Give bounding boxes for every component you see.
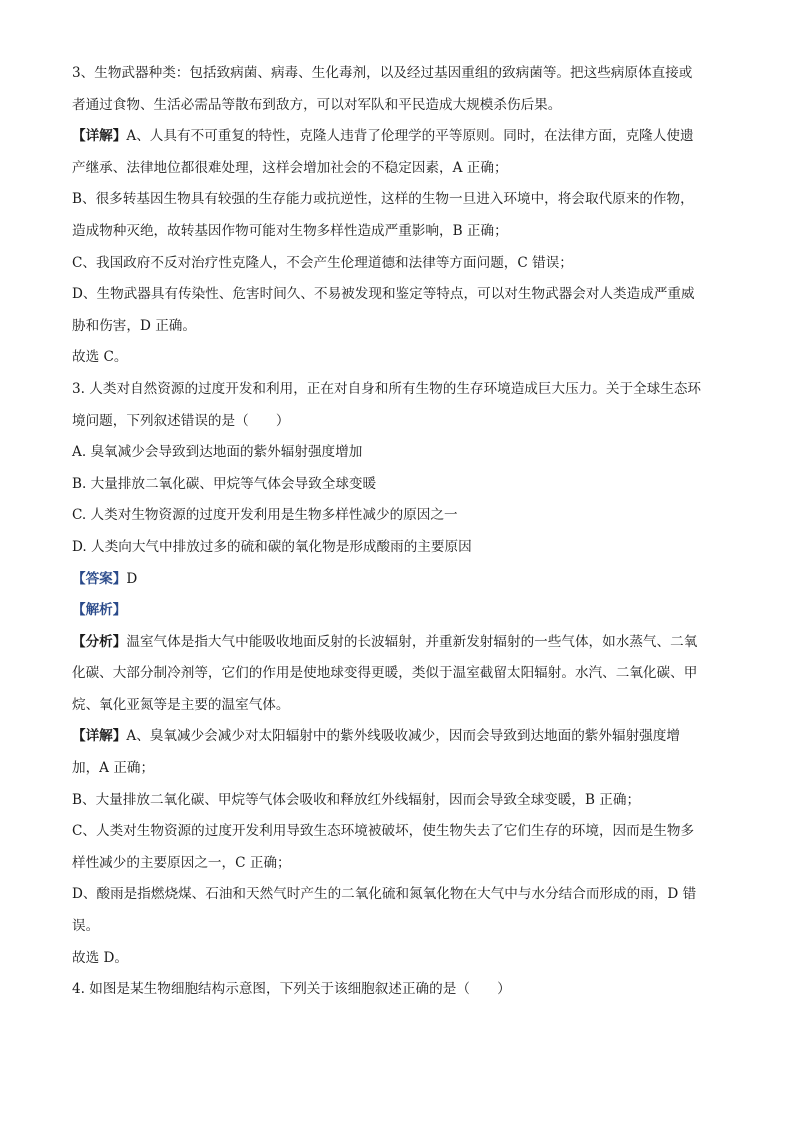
analysis-line (72, 595, 722, 627)
text-line: 【详解】A、臭氧减少会减少对太阳辐射中的紫外线吸收减少，因而会导致到达地面的紫外辐射强度增 (72, 728, 680, 745)
text-line: 烷、氧化亚氮等是主要的温室气体。 (72, 696, 290, 713)
text-line: 故选 D。 (72, 949, 129, 966)
text-line: B、大量排放二氧化碳、甲烷等气体会吸收和释放红外线辐射，因而会导致全球变暖，B 正确； (72, 791, 641, 808)
text-line: D、生物武器具有传染性、危害时间久、不易被发现和鉴定等特点，可以对生物武器会对人类造成严重威 (72, 286, 695, 303)
text-line: 加，A 正确； (72, 760, 155, 777)
detail-tag: 【详解】 (72, 728, 127, 745)
text-line: 3、生物武器种类：包括致病菌、病毒、生化毒剂，以及经过基因重组的致病菌等。把这些病原体直接或 (72, 65, 693, 81)
option-c: C. 人类对生物资源的过度开发利用是生物多样性减少的原因之一 (72, 507, 458, 524)
text-line: 【分析】温室气体是指大气中能吸收地面反射的长波辐射，并重新发射辐射的一些气体，如水蒸气、二氧 (72, 633, 698, 650)
text-line: 样性减少的主要原因之一，C 正确； (72, 854, 291, 871)
text-line: 误。 (72, 918, 100, 935)
text-line: 胁和伤害，D 正确。 (72, 317, 196, 334)
text-line: 【详解】A、人具有不可重复的特性，克隆人违背了伦理学的平等原则。同时，在法律方面，克隆人使遗 (72, 128, 694, 145)
option-b: B. 大量排放二氧化碳、甲烷等气体会导致全球变暖 (72, 475, 377, 492)
analysis-tag: 【解析】 (72, 602, 127, 619)
answer-line: 【答案】D (72, 570, 138, 587)
answer-tag: 【答案】 (72, 570, 127, 587)
text-line: C、人类对生物资源的过度开发利用导致生态环境被破坏，使生物失去了它们生存的环境，因而是生物多 (72, 823, 695, 840)
text-line: 造成物种灭绝，故转基因作物可能对生物多样性造成严重影响，B 正确； (72, 222, 508, 239)
text-line: 者通过食物、生活必需品等散布到敌方，可以对军队和平民造成大规模杀伤后果。 (72, 96, 562, 113)
text-line: D、酸雨是指燃烧煤、石油和天然气时产生的二氧化硫和氮氧化物在大气中与水分结合而形成的雨，D 错 (72, 886, 697, 903)
text-line: B、很多转基因生物具有较强的生存能力或抗逆性，这样的生物一旦进入环境中，将会取代原来的作物， (72, 191, 694, 208)
question-stem: 3. 人类对自然资源的过度开发和利用，正在对自身和所有生物的生存环境造成巨大压力。关于全球生态环 (72, 380, 702, 397)
text-line: 产继承、法律地位都很难处理，这样会增加社会的不稳定因素，A 正确； (72, 159, 508, 176)
detail-tag: 【详解】 (72, 128, 127, 145)
analysis-subtag: 【分析】 (72, 633, 127, 650)
document-page (72, 58, 722, 1006)
text-line: C、我国政府不反对治疗性克隆人，不会产生伦理道德和法律等方面问题，C 错误； (72, 254, 573, 271)
option-a: A. 臭氧减少会导致到达地面的紫外辐射强度增加 (72, 444, 363, 461)
option-d: D. 人类向大气中排放过多的硫和碳的氧化物是形成酸雨的主要原因 (72, 538, 472, 555)
question-stem: 4. 如图是某生物细胞结构示意图，下列关于该细胞叙述正确的是（ ） (72, 981, 511, 998)
question-stem: 境问题，下列叙述错误的是（ ） (72, 412, 290, 429)
text-line: 故选 C。 (72, 349, 128, 366)
text-line: 化碳、大部分制冷剂等，它们的作用是使地球变得更暖，类似于温室截留太阳辐射。水汽、二氧化碳、甲 (72, 665, 698, 682)
